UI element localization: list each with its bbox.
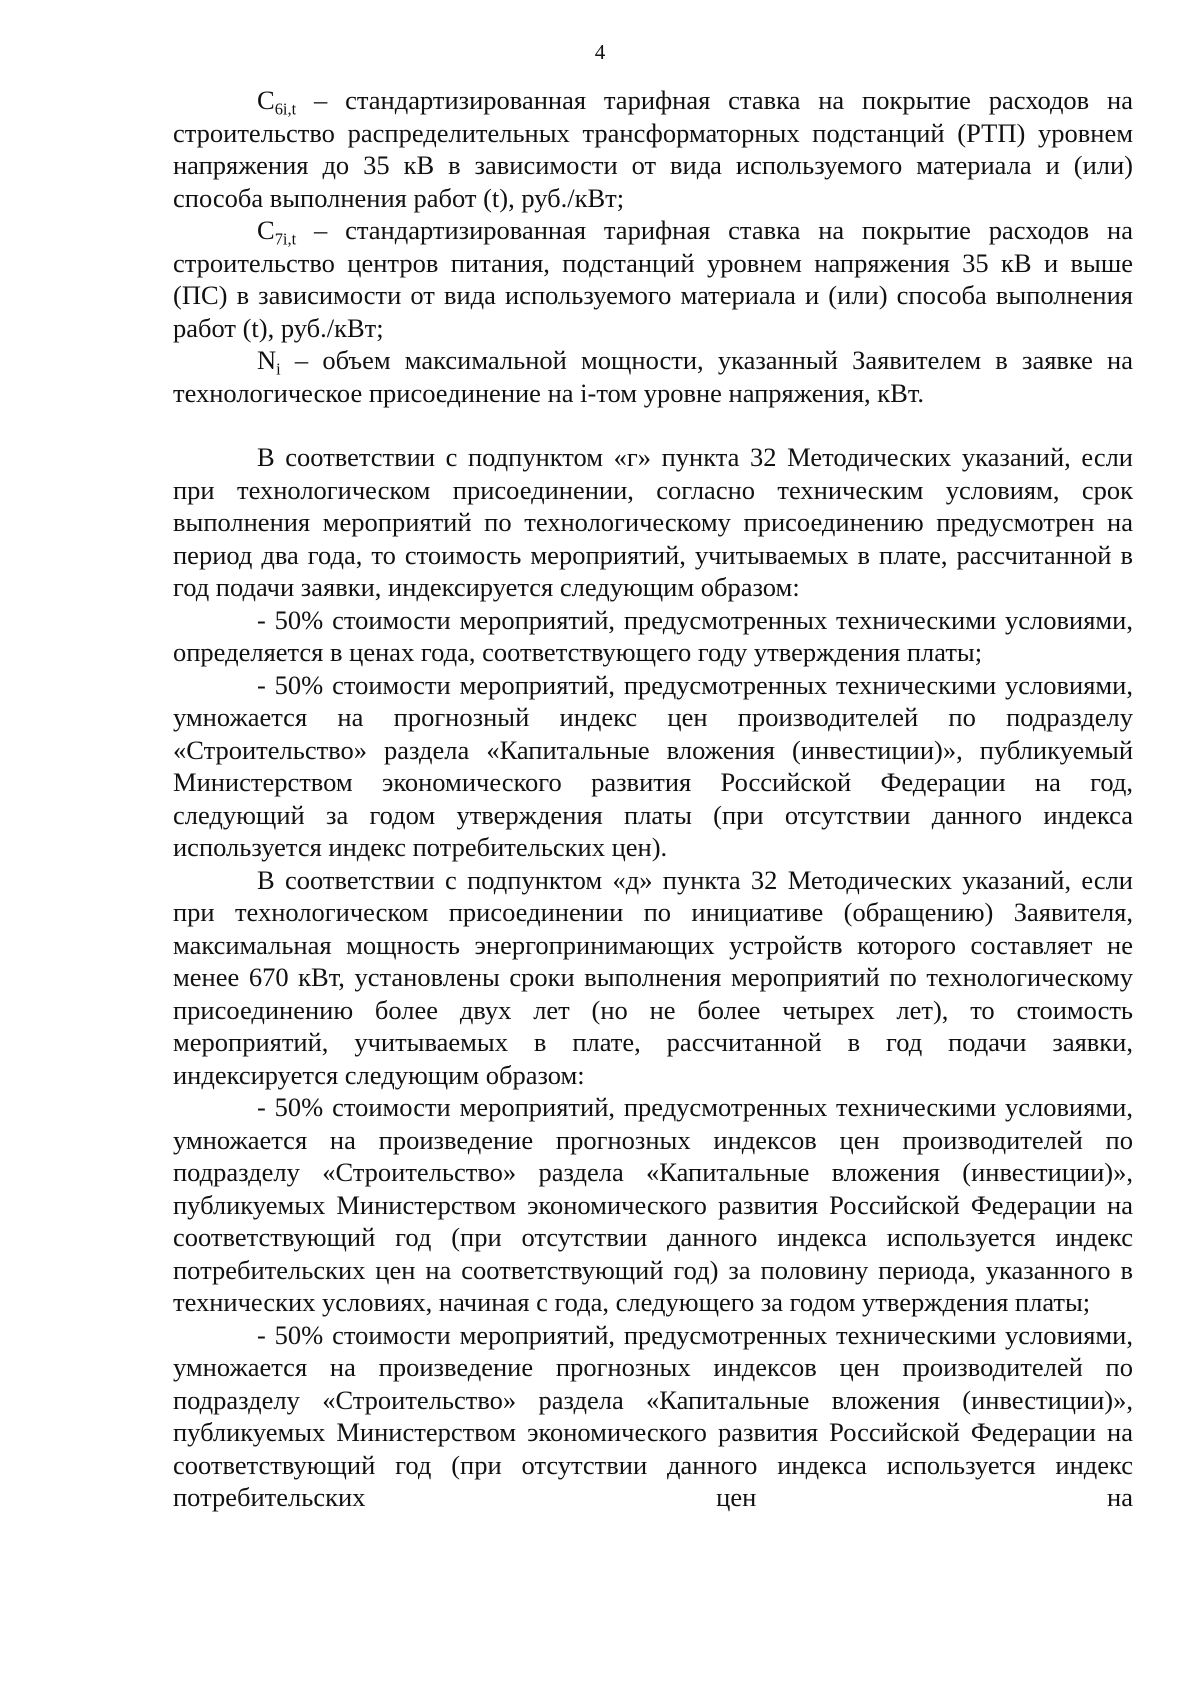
definition-c7-text: – стандартизированная тарифная ставка на покрытие расходов на строительство центров питания, подстанций уровнем напряжения 35 кВ и выше (ПС) в зависимости от вида используемого материала и (или) способа выполнения работ (t), руб./кВт; <box>173 215 1133 343</box>
definition-c6-text: – стандартизированная тарифная ставка на покрытие расходов на строительство распределительных трансформаторных подстанций (РТП) уровнем напряжения до 35 кВ в зависимости от вида используемого материала и (или) способа выполнения работ (t), руб./кВт; <box>173 85 1133 213</box>
definition-ni-text: – объем максимальной мощности, указанный Заявителем в заявке на технологическое присоединение на i-том уровне напряжения, кВт. <box>173 345 1133 408</box>
subscript-c7: 7i,t <box>274 229 297 249</box>
subscript-i: i <box>276 359 281 379</box>
definition-ni <box>173 344 1133 409</box>
bullet-item-4: - 50% стоимости мероприятий, предусмотренных техническими условиями, умножается на произведение прогнозных индексов цен производителей по подразделу «Строительство» раздела «Капитальные вложения (инвестиции)», публикуемых Министерством экономического развития Российской Федерации на соответствующий год (при отсутствии данного индекса используется индекс потребительских цен на <box>173 1319 1133 1512</box>
paragraph-subclause-d: В соответствии с подпунктом «д» пункта 32 Методических указаний, если при технологическом присоединении по инициативе (обращению) Заявителя, максимальная мощность энергопринимающих устройств которого составляет не менее 670 кВт, установлены сроки выполнения мероприятий по технологическому присоединению более двух лет (но не более четырех лет), то стоимость мероприятий, учитываемых в плате, рассчитанной в год подачи заявки, индексируется следующим образом: <box>173 864 1133 1090</box>
symbol-n: N <box>257 345 277 375</box>
subscript-c6: 6i,t <box>274 99 297 119</box>
symbol-c6: C <box>257 85 275 115</box>
document-body <box>173 84 1133 1514</box>
definition-c6 <box>173 84 1133 214</box>
paragraph-subclause-g: В соответствии с подпунктом «г» пункта 32 Методических указаний, если при технологическом присоединении, согласно техническим условиям, срок выполнения мероприятий по технологическому присоединению предусмотрен на период два года, то стоимость мероприятий, учитываемых в плате, рассчитанной в год подачи заявки, индексируется следующим образом: <box>173 442 1133 602</box>
bullet-item-1: - 50% стоимости мероприятий, предусмотренных техническими условиями, определяется в ценах года, соответствующего году утверждения платы; <box>173 604 1133 667</box>
bullet-item-2: - 50% стоимости мероприятий, предусмотренных техническими условиями, умножается на прогнозный индекс цен производителей по подразделу «Строительство» раздела «Капитальные вложения (инвестиции)», публикуемый Министерством экономического развития Российской Федерации на год, следующий за годом утверждения платы (при отсутствии данного индекса используется индекс потребительских цен). <box>173 669 1133 862</box>
definition-c7 <box>173 214 1133 344</box>
page-number: 4 <box>594 40 606 64</box>
bullet-item-3: - 50% стоимости мероприятий, предусмотренных техническими условиями, умножается на произведение прогнозных индексов цен производителей по подразделу «Строительство» раздела «Капитальные вложения (инвестиции)», публикуемых Министерством экономического развития Российской Федерации на соответствующий год (при отсутствии данного индекса используется индекс потребительских цен на соответствующий год) за половину периода, указанного в технических условиях, начиная с года, следующего за годом утверждения платы; <box>173 1092 1133 1317</box>
paragraph-spacer <box>173 409 1133 441</box>
symbol-c7: C <box>257 215 275 245</box>
